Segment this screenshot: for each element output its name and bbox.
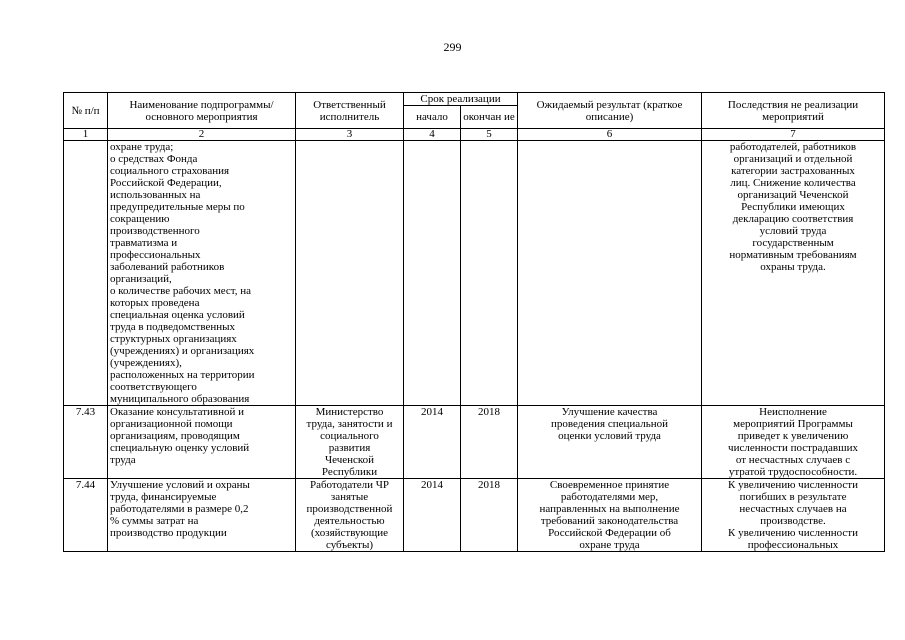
cell-line: К увеличению численности [728,527,858,539]
measure-name [108,479,296,552]
program-table [63,92,885,552]
header-num: № п/п [64,93,108,129]
non-implementation-consequences [702,141,885,406]
cell-line: охране труда; [110,141,174,153]
cell-line: организаций Чеченской [737,189,849,201]
expected-result [518,406,702,479]
cell-line: организаций и отдельной [733,153,853,165]
cell-line: труда в подведомственных [110,321,236,333]
cell-line: К увеличению численности [728,479,858,491]
cell-line: Улучшение качества [561,406,658,418]
cell-line: Республики [321,466,378,478]
header-result: Ожидаемый результат (краткое описание) [518,93,702,129]
responsible-executor [296,406,404,479]
end-year: 2018 [461,479,518,552]
cell-line: расположенных на территории [110,369,255,381]
cell-line: мероприятий Программы [733,418,853,430]
cell-line: Своевременное принятие [549,479,670,491]
table-row [64,141,885,406]
cell-line: специальную оценку условий [110,442,250,454]
cell-line: Оказание консультативной и [110,406,244,418]
cell-line: утратой трудоспособности. [728,466,858,478]
cell-line: труда, финансируемые [110,491,217,503]
cell-line: Российской Федерации об [548,527,671,539]
measure-name [108,141,296,406]
cell-line: предупредительные меры по [110,201,245,213]
cell-line: (учреждениях) и организациях [110,345,255,357]
expected-result [518,479,702,552]
cell-line: производстве. [760,515,826,527]
cell-line: декларацию соответствия [732,213,854,225]
cell-line: о количестве рабочих мест, на [110,285,252,297]
cell-line: категории застрахованных [731,165,855,177]
column-number: 6 [518,129,702,141]
cell-line: муниципального образования [110,393,250,405]
cell-line: которых проведена [110,297,200,309]
cell-line: работодателями мер, [560,491,659,503]
cell-line: лиц. Снижение количества [730,177,856,189]
column-number: 7 [702,129,885,141]
cell-line: Республики имеющих [741,201,845,213]
cell-line: Чеченской [324,454,375,466]
header-name: Наименование подпрограммы/ основного мероприятия [108,93,296,129]
column-number: 2 [108,129,296,141]
cell-line: профессиональных [110,249,201,261]
cell-line: социального страхования [110,165,230,177]
cell-line: работодателями в размере 0,2 [110,503,249,515]
cell-line: направленных на выполнение [539,503,680,515]
measure-name [108,406,296,479]
cell-line: охраны труда. [760,261,826,273]
cell-line: использованных на [110,189,201,201]
column-number: 5 [461,129,518,141]
start-year: 2014 [404,406,461,479]
cell-line: численности пострадавших [728,442,858,454]
page-number: 299 [443,40,462,54]
row-num [64,141,108,406]
column-number: 1 [64,129,108,141]
header-responsible: Ответственный исполнитель [296,93,404,129]
start-year [404,141,461,406]
cell-line: структурных организациях [110,333,237,345]
table-row [64,406,885,479]
cell-line: оценки условий труда [558,430,661,442]
cell-line: заболеваний работников [110,261,225,273]
cell-line: несчастных случаев на [739,503,847,515]
cell-line: охране труда [579,539,640,551]
cell-line: (хозяйствующие [311,527,388,539]
cell-line: проведения специальной [551,418,669,430]
start-year: 2014 [404,479,461,552]
cell-line: о средствах Фонда [110,153,198,165]
table-row [64,479,885,552]
responsible-executor [296,479,404,552]
cell-line: погибших в результате [739,491,847,503]
cell-line: (учреждениях), [110,357,182,369]
cell-line: от несчастных случаев с [735,454,851,466]
cell-line: организационной помощи [110,418,233,430]
cell-line: Работодатели ЧР [309,479,390,491]
cell-line: Министерство [315,406,384,418]
column-number: 4 [404,129,461,141]
cell-line: производственного [110,225,200,237]
expected-result [518,141,702,406]
cell-line: организаций, [110,273,172,285]
cell-line: развития [328,442,371,454]
cell-line: труда [110,454,136,466]
header-period: Срок реализации [404,93,518,106]
cell-line: травматизма и [110,237,178,249]
cell-line: субъекты) [325,539,374,551]
row-num: 7.43 [64,406,108,479]
cell-line: соответствующего [110,381,197,393]
cell-line: социального [320,430,379,442]
cell-line: специальная оценка условий [110,309,245,321]
cell-line: деятельностью [314,515,385,527]
cell-line: сокращению [110,213,170,225]
cell-line: производственной [306,503,393,515]
non-implementation-consequences [702,479,885,552]
responsible-executor [296,141,404,406]
cell-line: приведет к увеличению [737,430,849,442]
cell-line: нормативным требованиям [729,249,857,261]
cell-line: требований законодательства [540,515,679,527]
column-number: 3 [296,129,404,141]
cell-line: условий труда [759,225,827,237]
cell-line: Улучшение условий и охраны [110,479,250,491]
cell-line: работодателей, работников [729,141,857,153]
header-start: начало [404,106,461,129]
column-number-row [64,129,885,141]
cell-line: организациям, проводящим [110,430,240,442]
end-year: 2018 [461,406,518,479]
cell-line: труда, занятости и [306,418,393,430]
end-year [461,141,518,406]
cell-line: Российской Федерации, [110,177,222,189]
row-num: 7.44 [64,479,108,552]
cell-line: Неисполнение [759,406,827,418]
cell-line: профессиональных [747,539,839,551]
non-implementation-consequences [702,406,885,479]
cell-line: производство продукции [110,527,227,539]
header-consequences: Последствия не реализации мероприятий [702,93,885,129]
header-end: окончан ие [461,106,518,129]
cell-line: занятые [330,491,369,503]
cell-line: % суммы затрат на [110,515,199,527]
cell-line: государственным [752,237,834,249]
